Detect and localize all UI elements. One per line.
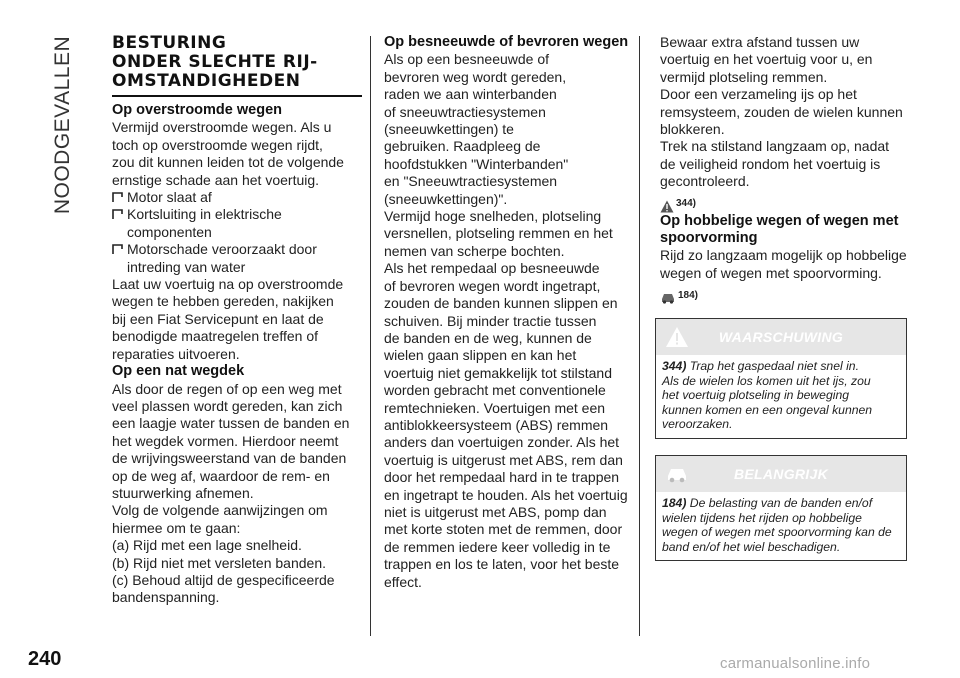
- page-number: 240: [28, 648, 62, 670]
- bullet-icon: [112, 192, 123, 203]
- text-line: voertuig en het voertuig voor u, en: [660, 51, 873, 68]
- text-line: blokkeren.: [660, 121, 725, 138]
- text-line: of sneeuwtractiesystemen: [384, 103, 546, 120]
- text-line: antiblokkeersysteem (ABS) remmen: [384, 416, 609, 433]
- text-line: voertuig niet gemakkelijk tot stilstand: [384, 364, 612, 381]
- text-line: Vermijd hoge snelheden, plotseling: [384, 208, 602, 225]
- heading-flooded-roads: Op overstroomde wegen: [112, 102, 283, 118]
- column-3: [660, 34, 910, 304]
- text-line: Als op een besneeuwde of: [384, 51, 550, 68]
- bullet-text: Motor slaat af: [127, 189, 212, 206]
- important-box-header: [656, 456, 906, 492]
- heading-snowy-roads: Op besneeuwde of bevroren wegen: [384, 34, 629, 50]
- important-box: [655, 455, 907, 561]
- text-line: (b) Rijd niet met versleten banden.: [112, 554, 326, 571]
- text-line: wielen gaan slippen en kan het: [384, 347, 577, 364]
- text-line: Als door de regen of op een weg met: [112, 380, 342, 397]
- warning-text: 344) Trap het gaspedaal niet snel in. Als de wielen los komen uit het ijs, zou het voertuig plotseling in beweging kunnen komen en een ongeval kunnen veroorzaken.: [662, 359, 873, 432]
- text-line: een laagje water tussen de banden en: [112, 415, 350, 432]
- text-line: wegen te hebben gereden, nakijken: [112, 293, 334, 310]
- text-line: nemen van scherpe bochten.: [384, 242, 565, 259]
- important-text: 184) De belasting van de banden en/of wielen tijdens het rijden op hobbelige wegen of wegen met spoorvorming kan de band en/of het wiel beschadigen.: [662, 496, 892, 554]
- text-line: trappen en los te laten, voor het beste: [384, 556, 620, 573]
- text-line: raden we aan winterbanden: [384, 86, 557, 103]
- text-line: (a) Rijd met een lage snelheid.: [112, 537, 302, 554]
- warning-title: WAARSCHUWING: [718, 329, 844, 345]
- text-line: vermijd plotseling remmen.: [660, 68, 828, 85]
- text-line: remtechnieken. Voertuigen met een: [384, 399, 606, 416]
- column-divider: [639, 36, 640, 636]
- heading-bumpy-roads: Op hobbelige wegen of wegen met spoorvorming: [660, 212, 899, 247]
- text-line: benodigde maatregelen treffen of: [112, 328, 319, 345]
- text-line: door het rempedaal hard in te trappen: [384, 469, 620, 486]
- warning-box-header: [656, 319, 906, 355]
- bullet-text: Kortsluiting in elektrische: [127, 206, 282, 223]
- text-line: effect.: [384, 573, 422, 590]
- bullet-item: [112, 206, 362, 241]
- text-line: Vermijd overstroomde wegen. Als u: [112, 119, 332, 136]
- bullet-list: [112, 189, 362, 276]
- text-line: hiermee om te gaan:: [112, 519, 241, 536]
- text-line: veel plassen wordt gereden, kan zich: [112, 397, 343, 414]
- text-line: zou dit kunnen leiden tot de volgende: [112, 154, 344, 171]
- text-line: gecontroleerd.: [660, 173, 750, 190]
- paragraph: [660, 247, 910, 282]
- text-line: stuurwerking afnemen.: [112, 484, 254, 501]
- paragraph: [112, 119, 362, 189]
- heading-wet-road: Op een nat wegdek: [112, 363, 245, 380]
- text-line: bij een Fiat Servicepunt en laat de: [112, 310, 324, 327]
- text-line: niet is uitgerust met ABS, pomp dan: [384, 503, 607, 520]
- section-title: BESTURING ONDER SLECHTE RIJ- OMSTANDIGHEDEN: [112, 33, 318, 91]
- text-line: reparaties uitvoeren.: [112, 345, 240, 362]
- text-line: wegen of wegen met spoorvorming.: [660, 264, 882, 281]
- paragraph: [112, 276, 362, 363]
- column-divider: [370, 36, 371, 636]
- text-line: de wrijvingsweerstand van de banden: [112, 450, 347, 467]
- column-2: [384, 34, 634, 591]
- text-line: het wegdek vormen. Hierdoor neemt: [112, 432, 339, 449]
- watermark: carmanualsonline.info: [720, 655, 871, 672]
- section-rule: [112, 95, 362, 97]
- text-line: op de weg af, waardoor de rem- en: [112, 467, 330, 484]
- important-reference: 184): [660, 282, 910, 304]
- bullet-icon: [112, 209, 123, 220]
- bullet-item: [112, 189, 362, 206]
- bullet-text: componenten: [127, 223, 212, 240]
- text-line: (sneeuwkettingen) te: [384, 121, 514, 138]
- text-line: (sneeuwkettingen)".: [384, 190, 508, 207]
- chapter-side-label: NOODGEVALLEN: [51, 35, 74, 215]
- text-line: anders dan voertuigen zonder. Als het: [384, 434, 620, 451]
- text-line: versnellen, plotseling remmen en het: [384, 225, 613, 242]
- text-line: Bewaar extra afstand tussen uw: [660, 34, 860, 50]
- text-line: zouden de banden kunnen slippen en: [384, 295, 618, 312]
- text-line: Door een verzameling ijs op het: [660, 86, 857, 103]
- text-line: bevroren weg wordt gereden,: [384, 68, 567, 85]
- text-line: de banden en de weg, kunnen de: [384, 329, 592, 346]
- text-line: Laat uw voertuig na op overstroomde: [112, 276, 344, 293]
- text-line: met korte stoten met de remmen, door: [384, 521, 623, 538]
- text-line: schuiven. Bij minder tractie tussen: [384, 312, 597, 329]
- text-line: en "Sneeuwtractiesystemen: [384, 173, 558, 190]
- bullet-item: [112, 241, 362, 276]
- text-line: gebruiken. Raadpleeg de: [384, 138, 541, 155]
- important-title: BELANGRIJK: [733, 466, 828, 482]
- text-line: of bevroren wegen wordt ingetrapt,: [384, 277, 601, 294]
- text-line: (c) Behoud altijd de gespecificeerde: [112, 571, 335, 588]
- text-line: voertuig is uitgerust met ABS, rem dan: [384, 451, 623, 468]
- warning-box: [655, 318, 907, 439]
- bullet-text: intreding van water: [127, 258, 246, 275]
- warning-triangle-icon: [660, 200, 674, 213]
- bullet-text: Motorschade veroorzaakt door: [127, 241, 317, 258]
- text-line: de veiligheid rondom het voertuig is: [660, 155, 881, 172]
- text-line: bandenspanning.: [112, 589, 220, 606]
- text-line: Rijd zo langzaam mogelijk op hobbelige: [660, 247, 907, 264]
- bullet-icon: [112, 244, 123, 255]
- text-line: ernstige schade aan het voertuig.: [112, 171, 320, 188]
- text-line: worden gebracht met conventionele: [384, 382, 606, 399]
- paragraph: [660, 34, 910, 191]
- warning-reference: 344): [660, 191, 910, 213]
- text-line: toch op overstroomde wegen rijdt,: [112, 136, 323, 153]
- text-line: Trek na stilstand langzaam op, nadat: [660, 138, 890, 155]
- text-line: hoofdstukken "Winterbanden": [384, 155, 569, 172]
- car-icon: [660, 291, 676, 304]
- column-1: [112, 34, 362, 607]
- paragraph: [384, 51, 634, 591]
- text-line: Als het rempedaal op besneeuwde: [384, 260, 600, 277]
- text-line: remsysteem, zouden de wielen kunnen: [660, 103, 903, 120]
- text-line: Volg de volgende aanwijzingen om: [112, 502, 328, 519]
- text-line: en ingetrapt te houden. Als het voertuig: [384, 486, 628, 503]
- text-line: de remmen iedere keer volledig in te: [384, 538, 611, 555]
- paragraph: [112, 381, 362, 607]
